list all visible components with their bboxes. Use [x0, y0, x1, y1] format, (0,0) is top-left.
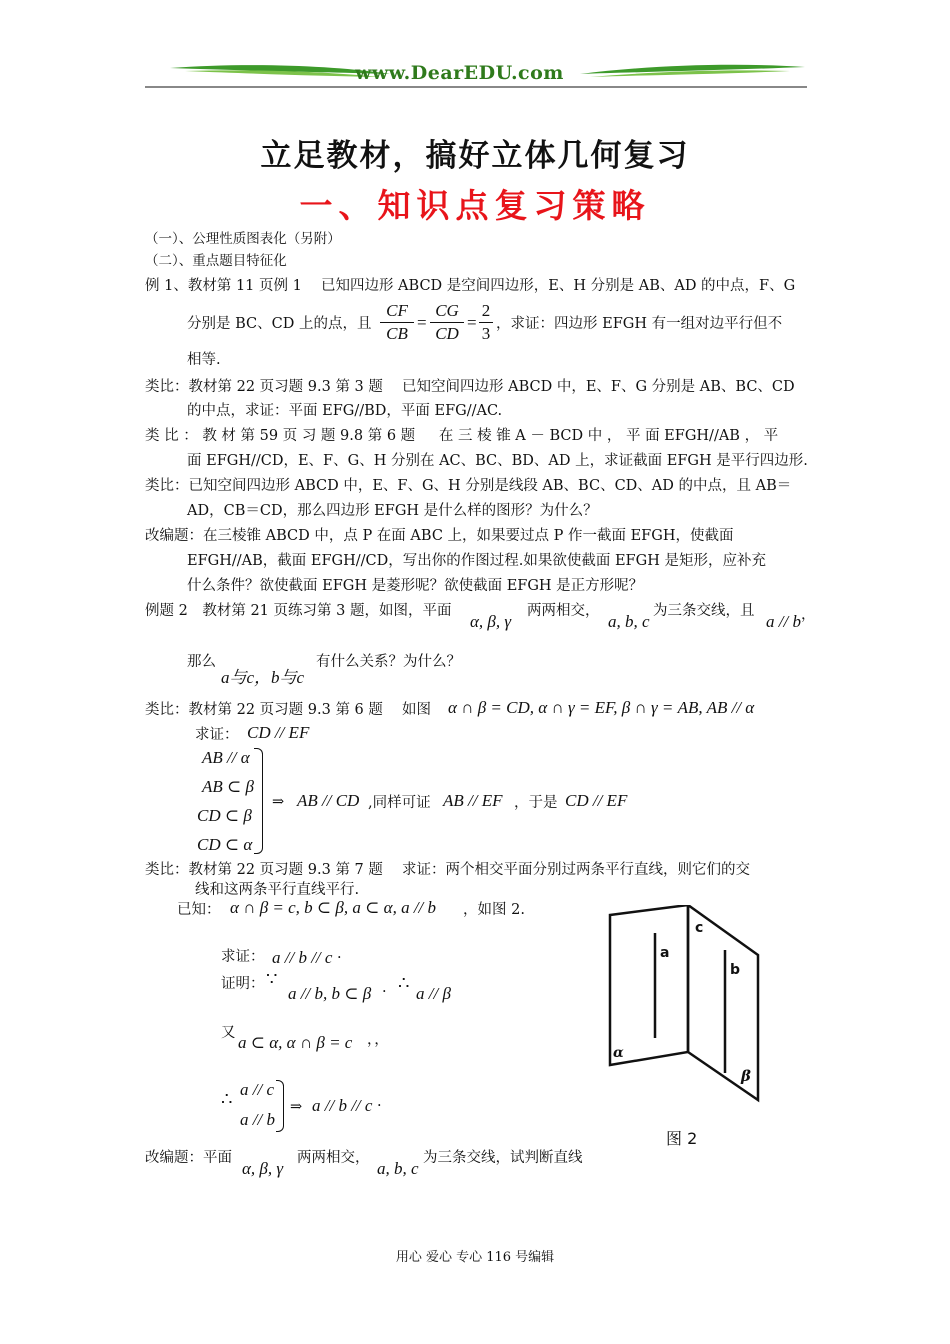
conclusion-dot: ·: [377, 1098, 382, 1114]
example2-line1c: 为三条交线，且: [653, 603, 755, 619]
brace-conclusion: [276, 1080, 284, 1132]
given-math: α ∩ β = c, b ⊂ β, a ⊂ α, a // b: [230, 898, 437, 917]
adapted1-line1: 改编题：在三棱锥 ABCD 中，点 P 在面 ABC 上，如果要过点 P 作一截面 EFGH，使截面: [145, 528, 734, 544]
figure-label-beta: β: [741, 1067, 751, 1085]
fraction-cg-cd: CG CD: [430, 300, 464, 345]
math-a-par-b: a // b: [766, 612, 801, 631]
therefore-symbol-2: ∴: [221, 1089, 233, 1110]
math-planes: α, β, γ: [470, 612, 512, 631]
section-label-2: （二）、重点题目特征化: [145, 253, 287, 269]
math-lines: a, b, c: [608, 612, 650, 631]
analogy2-line2: 面 EFGH//CD，E、F、G、H 分别在 AC、BC、BD、AD 上，求证截面 EFGH 是平行四边形.: [187, 453, 808, 469]
example2-line1a: 例题 2 教材第 21 页练习第 3 题，如图，平面: [145, 603, 452, 619]
analogy4-line1a: 类比：教材第 22 页习题 9.3 第 6 题 如图: [145, 702, 431, 718]
also-punct: ，，: [367, 1032, 389, 1048]
figure-caption: 图 2: [666, 1129, 698, 1148]
because-symbol: ∵: [266, 969, 278, 990]
example1-line2a: 分别是 BC、CD 上的点，且: [187, 316, 372, 332]
example2-line2a: 那么: [187, 654, 216, 670]
conclusion-premise-1: a // c: [240, 1080, 274, 1099]
example1-line1: 例 1、教材第 11 页例 1 已知四边形 ABCD 是空间四边形，E、H 分别是 AB、AD 的中点，F、G: [145, 278, 796, 294]
math-a-c-b-c: a与c，b与c: [221, 668, 305, 687]
equals-sign-1: =: [417, 313, 427, 332]
logo-text: www.DearEDU.com: [355, 62, 564, 84]
adapted2-planes: α, β, γ: [242, 1159, 284, 1178]
given-label: 已知：: [177, 902, 221, 918]
figure-label-c: c: [695, 920, 704, 936]
adapted2-line1a: 改编题：平面: [145, 1150, 232, 1166]
also-math: a ⊂ α, α ∩ β = c: [238, 1033, 353, 1052]
section-label-1: （一）、公理性质图表化（另附）: [145, 231, 341, 247]
figure-label-b: b: [730, 962, 741, 978]
adapted1-line3: 什么条件？欲使截面 EFGH 是菱形呢？欲使截面 EFGH 是正方形呢？: [187, 578, 644, 594]
adapted2-line1b: 两两相交，: [297, 1150, 370, 1166]
section-heading: 一、知识点复习策略: [299, 186, 651, 225]
premise-1: AB // α: [202, 748, 250, 767]
brace-premises: [254, 748, 263, 854]
prove-dot: ·: [337, 950, 342, 966]
analogy2-line1: 类 比 ： 教 材 第 59 页 习 题 9.8 第 6 题 在 三 棱 锥 A － BCD 中 ， 平 面 EFGH//AB ， 平: [145, 428, 779, 444]
implies-arrow: ⇒: [272, 794, 285, 810]
premise-3: CD ⊂ β: [197, 806, 252, 825]
example1-line2b: ，求证：四边形 EFGH 有一组对边平行但不: [496, 316, 783, 332]
given-tail: ，如图 2.: [463, 902, 525, 918]
comma: ，: [801, 607, 816, 623]
analogy3-line1: 类比：已知空间四边形 ABCD 中，E、F、G、H 分别是线段 AB、BC、CD、AD 的中点，且 AB＝: [145, 478, 792, 494]
adapted1-line2: EFGH//AB，截面 EFGH//CD，写出你的作图过程.如果欲使截面 EFGH 是矩形，应补充: [187, 553, 766, 569]
conclusion-math: a // b // c: [312, 1096, 373, 1115]
header-logo: [140, 58, 810, 92]
proof-math-1: a // b, b ⊂ β: [288, 984, 372, 1003]
math-cd-par-ef: CD // EF: [247, 723, 310, 742]
prove-label: 求证：: [221, 949, 265, 965]
analogy5-line2: 线和这两条平行直线平行.: [195, 882, 360, 898]
prove-math: a // b // c: [272, 948, 333, 967]
analogy5-line1: 类比：教材第 22 页习题 9.3 第 7 题 求证：两个相交平面分别过两条平行直线，则它们的交: [145, 862, 750, 878]
analogy1-line2: 的中点，求证：平面 EFG//BD，平面 EFG//AC.: [187, 403, 503, 419]
math-intersections: α ∩ β = CD, α ∩ γ = EF, β ∩ γ = AB, AB // α: [448, 698, 755, 717]
adapted2-line1c: 为三条交线，试判断直线: [423, 1150, 583, 1166]
analogy1-line1: 类比：教材第 22 页习题 9.3 第 3 题 已知空间四边形 ABCD 中，E、F、G 分别是 AB、BC、CD: [145, 379, 795, 395]
fraction-cf-cb: CF CB: [380, 300, 414, 345]
result-text-2: ，于是: [514, 795, 558, 811]
example1-line3: 相等.: [187, 352, 221, 368]
proof-dot-1: ·: [382, 984, 387, 1000]
result-text-1: ,同样可证: [368, 795, 431, 811]
fraction-2-3: 2 3: [479, 300, 493, 345]
analogy4-line2a: 求证：: [195, 727, 239, 743]
premise-2: AB ⊂ β: [202, 777, 254, 796]
equals-sign-2: =: [467, 313, 477, 332]
premise-4: CD ⊂ α: [197, 835, 253, 854]
analogy3-line2: AD，CB＝CD，那么四边形 EFGH 是什么样的图形？为什么？: [187, 503, 598, 519]
result-cd-par-ef: CD // EF: [565, 791, 628, 810]
figure-label-alpha: α: [613, 1045, 624, 1061]
example2-line1b: 两两相交，: [527, 603, 600, 619]
page-footer: 用心 爱心 专心 116 号编辑: [395, 1250, 555, 1265]
proof-label: 证明：: [221, 976, 265, 992]
adapted2-lines: a, b, c: [377, 1159, 419, 1178]
also-label: 又: [221, 1025, 236, 1041]
example2-line2b: 有什么关系？为什么？: [316, 654, 461, 670]
conclusion-premise-2: a // b: [240, 1110, 275, 1129]
therefore-symbol-1: ∴: [398, 973, 410, 994]
figure-2: [605, 905, 775, 1105]
implies-arrow-2: ⇒: [290, 1099, 303, 1115]
result-ab-par-cd: AB // CD: [297, 791, 360, 810]
proof-math-2: a // β: [416, 984, 451, 1003]
figure-label-a: a: [660, 945, 670, 961]
page-title: 立足教材，搞好立体几何复习: [260, 138, 690, 174]
result-ab-par-ef: AB // EF: [443, 791, 503, 810]
